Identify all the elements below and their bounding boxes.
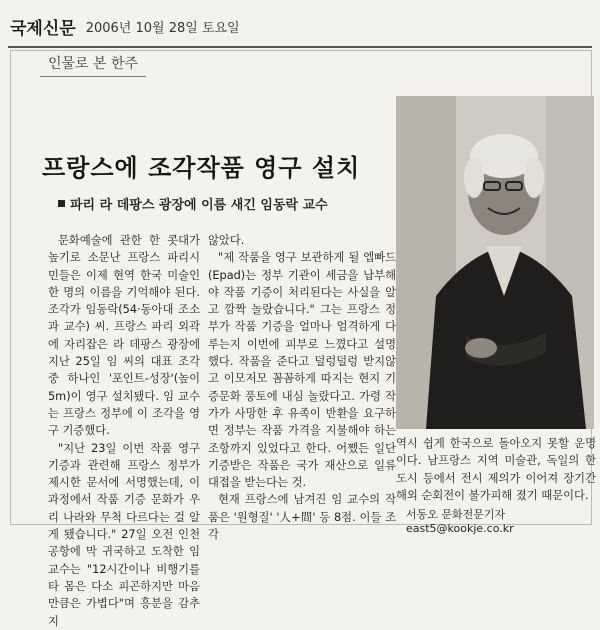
newspaper-header — [8, 6, 592, 48]
article-column-2 — [208, 232, 396, 543]
article-column-3 — [396, 435, 596, 504]
newspaper-name: 국제신문 — [10, 18, 76, 39]
article-subhead — [58, 194, 328, 213]
section-tag: 인물로 본 한주 — [40, 52, 146, 77]
paragraph: "지난 23일 이번 작품 영구 기증과 관련해 프랑스 정부가 제시한 문서에 서명했는데, 이 과정에서 작품 기증 문화가 우리 나라와 무척 다르다는 걸 알게 됐습니다." 27일 오전 인천공항에 막 귀국하고 도착한 임 교수는 "12시간이나 비행기를 타 몸은 다소 피곤하지만 마음만큼은 가볍다"며 흥분을 감추지 — [48, 441, 200, 628]
square-bullet-icon — [58, 200, 65, 207]
article-headline: 프랑스에 조각작품 영구 설치 — [42, 153, 361, 182]
issue-date: 2006년 10월 28일 토요일 — [85, 20, 240, 36]
paragraph: 않았다. — [208, 234, 245, 247]
paragraph: 현재 프랑스에 남겨진 임 교수의 작품은 '원형질' '人+間' 등 8점. 이들 조각 — [208, 493, 396, 542]
article-column-1 — [48, 232, 200, 630]
portrait-photo — [396, 96, 594, 429]
subhead-text: 파리 라 데팡스 광장에 이름 새긴 임동락 교수 — [70, 198, 328, 213]
paragraph: 문화예술에 관한 한 콧대가 높기로 소문난 프랑스 파리시민들은 이제 현역 한국 미술인 한 명의 이름을 기억해야 된다. 조각가 임동락(54·동아대 조소과 교수) 씨. 프랑스 파리 외곽에 자리잡은 라 데팡스 광장에 지난 25일 임 씨의 대표 조각 중 하나인 '포인트-성장'(높이 5m)이 영구 설치됐다. 임 교수는 프랑스 정부에 이 조각을 영구 기증했다. — [48, 234, 200, 438]
paragraph: 역시 쉽게 한국으로 돌아오지 못할 운명이다. 남프랑스 지역 미술관, 독일의 한 도시 등에서 전시 제의가 이어져 장기간 해외 순회전이 불가피해 졌기 때문이다. — [396, 437, 596, 502]
paragraph: "제 작품을 영구 보관하게 될 엡빠드(Epad)는 정부 기관이 세금을 납부해야 작품 기증이 처리된다는 사실을 알고 깜짝 놀랐습니다." 그는 프랑스 정부가 작품 기증을 얼마나 엄격하게 다루는지 이번에 피부로 느꼈다고 설명했다. 작품을 준다고 덜렁덜렁 받지않고 이모저모 꼼꼼하게 따지는 현지 기증문화 풍토에 내심 놀랐다고. 가령 작가가 사망한 후 유족이 반환을 요구하면 정부는 작품 가격을 지불해야 하는 조항까지 있었다고 한다. 어쨌든 일단 기증받은 작품은 국가 재산으로 일류 대접을 받는다는 것. — [208, 251, 396, 490]
byline: 서동오 문화전문기자 east5@kookje.co.kr — [406, 508, 514, 535]
portrait-illustration — [396, 96, 594, 429]
